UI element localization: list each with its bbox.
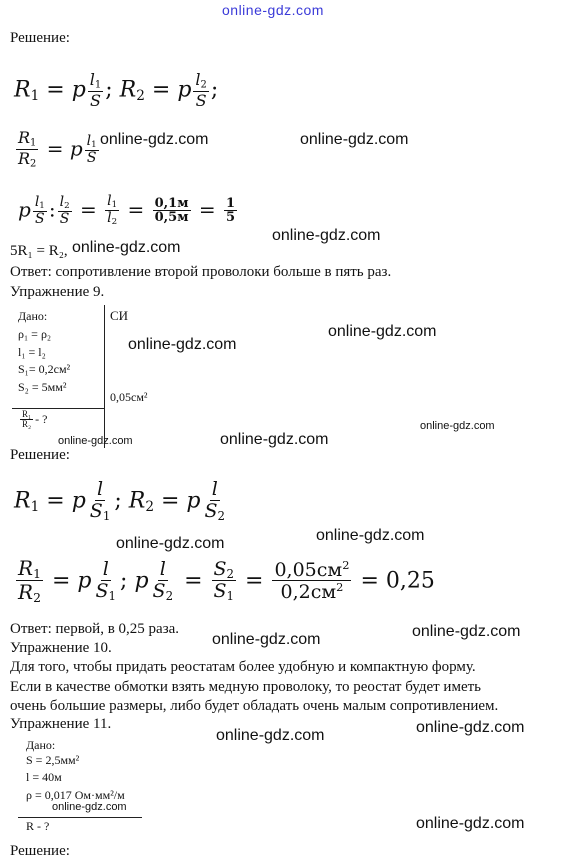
answer-ex8: Ответ: сопротивление второй проволоки больше в пять раз. bbox=[10, 264, 392, 280]
given-underline-ex11 bbox=[18, 817, 142, 818]
watermark-top: online-gdz.com bbox=[222, 2, 324, 18]
si-value: 0,05см² bbox=[110, 390, 148, 404]
find-expression: $\frac{\text{R₁}}{\text{R₂}}$ - ? bbox=[22, 409, 48, 430]
exercise-10-text-line: Если в качестве обмотки взять медную проволоку, то реостат будет иметь bbox=[10, 679, 482, 695]
watermark: online-gdz.com bbox=[58, 435, 133, 447]
equation-ex9-r1-r2: $R_1 = p$ $\frac{l}{S_1}$ ; $R_2 = p$ $\frac{l}{S_2}$ bbox=[14, 478, 226, 523]
exercise-11-title: Упражнение 11. bbox=[10, 716, 112, 732]
watermark: online-gdz.com bbox=[220, 431, 329, 448]
solution-heading: Решение: bbox=[10, 30, 70, 46]
watermark: online-gdz.com bbox=[420, 420, 495, 432]
equation-ratio: $\frac{R_1}{R_2}$ = p $\frac{l_1}{S}$ bbox=[18, 128, 97, 170]
find-ex11: R - ? bbox=[26, 819, 50, 833]
watermark: online-gdz.com bbox=[416, 719, 525, 736]
watermark: online-gdz.com bbox=[212, 631, 321, 648]
equation-ex9-ratio: $\frac{R_1}{R_2}$ = p $\frac{l}{S_1}$ ; p $\frac{l}{S_2}$ = $\frac{S_2}{S_1}$ = $\frac{0,05см^2}{0,2см^2}$ = 0,25 bbox=[18, 556, 435, 606]
given-divider bbox=[104, 305, 105, 448]
watermark: online-gdz.com bbox=[128, 336, 237, 353]
solution-heading-ex11: Решение: bbox=[10, 843, 70, 859]
solution-heading-ex9: Решение: bbox=[10, 447, 70, 463]
watermark: online-gdz.com bbox=[316, 527, 425, 544]
watermark: online-gdz.com bbox=[412, 623, 521, 640]
watermark: online-gdz.com bbox=[116, 535, 225, 552]
given-title: Дано: bbox=[18, 309, 48, 323]
watermark: online-gdz.com bbox=[300, 131, 409, 148]
watermark: online-gdz.com bbox=[100, 131, 209, 148]
result-line: 5R₁ = R₂, bbox=[10, 243, 68, 259]
given-line: l₁ = l₂ bbox=[18, 345, 46, 359]
watermark: online-gdz.com bbox=[272, 227, 381, 244]
answer-ex9: Ответ: первой, в 0,25 раза. bbox=[10, 621, 180, 637]
given-line: ρ = 0,017 Ом·мм²/м bbox=[26, 788, 125, 802]
si-title: СИ bbox=[110, 308, 129, 323]
watermark: online-gdz.com bbox=[416, 815, 525, 832]
exercise-10-text-line: Для того, чтобы придать реостатам более удобную и компактную форму. bbox=[10, 659, 476, 675]
watermark: online-gdz.com bbox=[72, 239, 181, 256]
equation-division: p $\frac{l_1}{S}$ : $\frac{l_2}{S}$ = $\frac{l_1}{l_2}$ = $\frac{0,1м}{0,5м}$ = $\frac{1}{5}$ bbox=[18, 193, 236, 228]
given-line: S = 2,5мм² bbox=[26, 753, 80, 767]
exercise-10-title: Упражнение 10. bbox=[10, 640, 112, 656]
given-line: l = 40м bbox=[26, 770, 62, 784]
exercise-9-title: Упражнение 9. bbox=[10, 284, 105, 300]
equation-r1-r2: $R_1 = p$ $\frac{l_1}{S}$ ; $R_2 = p$ $\frac{l_2}{S}$ ; bbox=[14, 70, 219, 110]
watermark: online-gdz.com bbox=[52, 801, 127, 813]
given-title-ex11: Дано: bbox=[26, 738, 56, 752]
given-line: ρ₁ = ρ₂ bbox=[18, 327, 52, 341]
given-line: S₁= 0,2см² bbox=[18, 362, 71, 376]
given-line: S₂ = 5мм² bbox=[18, 380, 67, 394]
watermark: online-gdz.com bbox=[328, 323, 437, 340]
watermark: online-gdz.com bbox=[216, 727, 325, 744]
exercise-10-text-line: очень большие размеры, либо будет обладать очень малым сопротивлением. bbox=[10, 698, 499, 714]
